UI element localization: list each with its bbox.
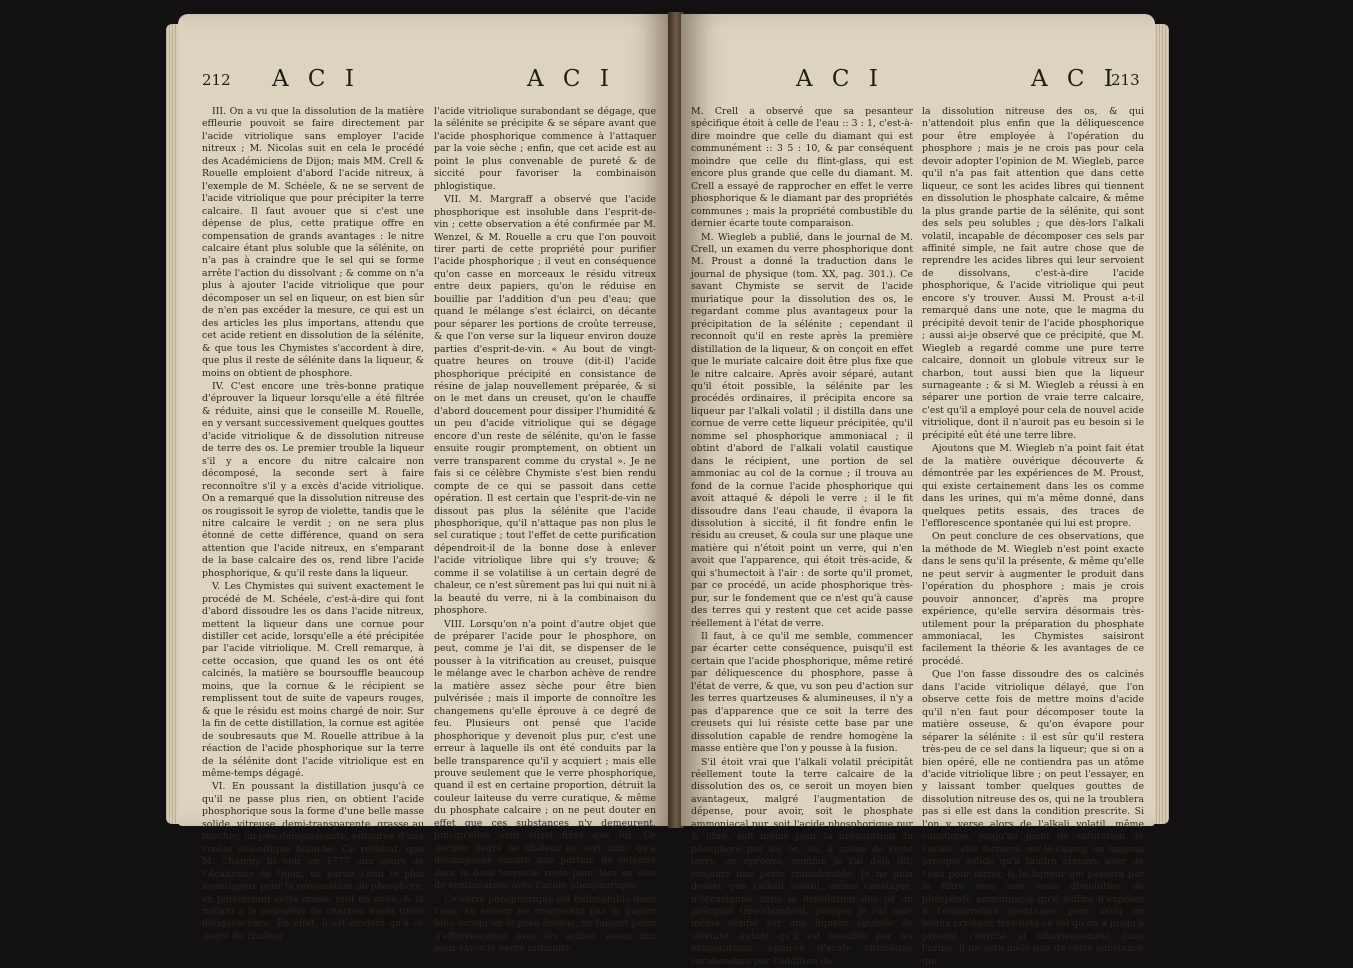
running-head: A C I xyxy=(527,66,615,92)
paragraph: Il faut, à ce qu'il me semble, commencer par écarter cette conséquence, puisqu'il est certain que l'acide phosphorique, même retiré par déliquescence du phosphore, passe à l'état de verre, & que, vu son peu d'action sur les terres quartzeuses & alumineuses, il n'y a pas d'apparence que ce soit la terre des creusets qui lui résiste cette base par une dissolution capable de rendre homogène la masse entière que l'on y pousse à la fusion. xyxy=(691,631,913,755)
paragraph: Que l'on fasse dissoudre des os calcinés dans l'acide vitriolique délayé, que l'on observe cette fois de mettre moins d'acide qu'il n'en faut pour décomposer toute la matière osseuse, & qu'on évapore pour séparer la sélénite : il est sûr qu'il restera très-peu de ce sel dans la liqueur; que si on a bien opéré, elle ne contiendra pas un atôme d'acide vitriolique libre ; on peut l'essayer, en y laissant tomber quelques gouttes de dissolution nitreuse des os, qui ne la troublera pas si elle est dans la condition prescrite. Si l'on y verse alors de l'alkali volatil, même caustique, jusqu'au point de saturation de l'acide, elle formera sur-le-champ un magma presque solide qu'il faudra étendre avec de l'eau pour filtrer, & la liqueur qui passera par le filtre sera une vraie dissolution de phosphate ammoniacal qu'il suffira d'exposer à l'évaporation spontanée, pour avoir en beaux crystaux très-nets ce sel qu'on a jusqu'à présent cherché si laborieusement dans l'urine; il ne sera mêlé que de cette substance qui xyxy=(922,669,1144,967)
running-head: A C I xyxy=(796,66,884,92)
left-page xyxy=(178,14,671,955)
text-column-2 xyxy=(922,106,1144,967)
paragraph: On peut conclure de ces observations, que la méthode de M. Wiegleb n'est point exacte dans le sens qu'il la présente, & même qu'elle ne peut servir à augmenter le produit dans l'opération du phosphore ; mais je crois pouvoir annoncer, d'après ma propre expérience, qu'elle servira désormais très-utilement pour la préparation du phosphate ammoniacal, les Chymistes saisiront facilement la théorie & les avantages de ce procédé. xyxy=(922,531,1144,667)
page-number: 212 xyxy=(202,71,231,89)
paragraph: VIII. Lorsqu'on n'a point d'autre objet que de préparer l'acide pour le phosphore, on peut, comme je l'ai dit, se dispenser de le pousser à la vitrification au creuset, puisque le mélange avec le charbon achève de rendre la matière assez sèche pour être bien pulvérisée ; mais il importe de connoître les changemens qu'elle éprouve à ce degré de feu. Plusieurs ont pensé que l'acide phosphorique y devenoit plus pur, c'est une erreur à laquelle ils ont été conduits par la belle transparence qu'il y acquiert ; mais elle prouve seulement que le verre phosphorique, quand il est en certaine proportion, détruit la couleur laiteuse du verre curatique, & même du phosphate calcaire ; on ne peut douter en effet que ces substances n'y demeurent, puisqu'elles sont aussi fixes que lui. Ce dernier degré de chaleur ne sert donc qu'à décomposer encore une portion de sélénite dont la base terreuse reste pour lors en état de combinaison avec l'acide phosphorique. xyxy=(434,618,656,892)
text-column-1 xyxy=(202,106,424,942)
paragraph: S'il étoit vrai que l'alkali volatil précipitât réellement toute la terre calcaire de la dissolution des os, ce seroit un moyen bien avantageux, malgré l'augmentation de dépense, pour avoir, soit le phosphate ammoniacal pur, soit l'acide phosphorique pur & libre, soit même pour la préparation du phosphore par les os, où, à cause de cette terre, on éprouve, comme je l'ai déjà dit, toujours une perte considérable. Je ne puis douter que l'alkali volatil, même caustique, n'occasionne dans la dissolution des os un précipité très-abondant, puisque je l'ai moi-même vérifié sur une liqueur épuisée de sélénite, autant qu'il est possible par les évaporations, épuisée d'acide vitriolique surabondant par l'addition de xyxy=(691,756,913,967)
page-edges-right xyxy=(1153,24,1169,824)
paragraph: la dissolution nitreuse des os, & qui n'attendoit plus enfin que la déliquescence pour être employée à l'opération du phosphore ; mais je ne crois pas pour cela devoir adopter l'opinion de M. Wiegleb, parce qu'il n'a pas fait attention que dans cette liqueur, ce sont les acides libres qui tiennent en dissolution le phosphate calcaire, & même la plus grande partie de la sélénite, qui sont des sels peu solubles ; que dès-lors l'alkali volatil, incapable de décomposer ces sels par affinité simple, ne fait autre chose que de reprendre les acides libres qui leur servoient de dissolvans, c'est-à-dire l'acide phosphorique, & l'acide vitriolique qui peut encore s'y trouver. Aussi M. Proust a-t-il remarqué dans une note, que le magma du précipité devoit tenir de l'acide phosphorique ; aussi ai-je observé que ce précipité, que M. Wiegleb a regardé comme une pure terre calcaire, donnoit un globule vitreux sur le charbon, tout aussi bien que la liqueur surnageante ; & si M. Wiegleb a réussi à en séparer une portion de vraie terre calcaire, c'est qu'il a employé pour cela de nouvel acide vitriolique, dont il n'auroit pas eu besoin si le précipité eût été une terre libre. xyxy=(922,106,1144,441)
paragraph: VII. M. Margraff a observé que l'acide phosphorique est insoluble dans l'esprit-de-vin ; cette observation a été confirmée par M. Wenzel, & M. Rouelle a cru que l'on pouvoit tirer parti de cette propriété pour purifier l'acide phosphorique ; il veut en conséquence qu'on casse en morceaux le résidu vitreux entre deux papiers, qu'on le réduise en bouillie par l'addition d'un peu d'eau; que quand le mélange s'est éclairci, on décante pour séparer les portions de croûte terreuse, & que l'on verse sur la liqueur environ douze parties d'esprit-de-vin. « Au bout de vingt-quatre heures on trouve (dit-il) l'acide phosphorique précipité en consistance de résine de jalap nouvellement préparée, & si on le met dans un creuset, qu'on le chauffe d'abord doucement pour dissiper l'humidité & un peu d'acide vitriolique qui se dégage encore d'un reste de sélénite, qu'on le fasse ensuite rougir promptement, on obtient un verre transparent comme du crystal ». Je ne fais si ce célèbre Chymiste s'est bien rendu compte de ce qui se passoit dans cette opération. Il est certain que l'esprit-de-vin ne dissout pas plus la sélénite que l'acide phosphorique, qu'il n'attaque pas non plus le sel curatique ; tout l'effet de cette purification dépendroit-il de la bonne dose à enlever l'acide vitriolique libre qui s'y trouve; & comme il se volatilise à un certain degré de chaleur, ce n'est sûrement pas lui qui nuit ni à la beauté du verre, ni à la combinaison du phosphore. xyxy=(434,194,656,617)
left-page-header xyxy=(202,66,652,96)
right-page xyxy=(681,14,1155,967)
paragraph: V. Les Chymistes qui suivent exactement le procédé de M. Schéele, c'est-à-dire qui font d'abord dissoudre les os dans l'acide nitreux, mettent la liqueur dans une cornue pour distiller cet acide, lorsqu'elle a été précipitée par l'acide vitriolique. M. Crell remarque, à cette occasion, que quand les os ont été calcinés, la matière se boursouffle beaucoup moins, que la cornue & le récipient se remplissent tout de suite de vapeurs rouges, & que le résidu est moins chargé de noir. Sur la fin de cette distillation, la cornue est agitée de soubresauts que M. Rouelle attribue à la réaction de l'acide phosphorique sur la terre de la sélénite dont l'acide vitriolique est en même-temps dégagé. xyxy=(202,581,424,780)
paragraph: M. Crell a observé que sa pesanteur spécifique étoit à celle de l'eau :: 3 : 1, c'est-à-dire moindre que celle du diamant qui est communément :: 3 5 : 10, & par conséquent moindre que celle du flint-glass, qui est encore plus grande que celle du diamant. M. Crell a essayé de rapprocher en effet le verre phosphorique & le diamant par des propriétés communes ; mais la propriété combustible du dernier écarte toute comparaison. xyxy=(691,106,913,230)
paragraph: VI. En poussant la distillation jusqu'à ce qu'il ne passe plus rien, on obtient l'acide phosphorique sous la forme d'une belle masse solide, vitreuse, demi-transparente, grasse au toucher, un peu déliquescente, entourée d'une croûte sélénitique blanche. Ce résultat, que M. Champy fit voir en 1777 aux cours de l'Académie de Dijon, ne paroît l'état le plus avantageux pour la préparation du phosphore, en pulvérisant cette masse tout de suite, & la mêlant à la poussière de charbon avant toute déliquescence. En effet, il est évident qu'à ce degré de chaleur xyxy=(202,781,424,942)
paragraph: III. On a vu que la dissolution de la matière effleurie pouvoit se faire directement par l'acide vitriolique sans employer l'acide nitreux ; M. Nicolas suit en cela le procédé des Académiciens de Dijon; mais MM. Crell & Rouelle emploient d'abord l'acide nitreux, à l'exemple de M. Schéele, & ne se servent de l'acide vitriolique que pour précipiter la terre calcaire. Il faut avouer que si c'est une dépense de plus, cette pratique offre en compensation de grands avantages : le nitre calcaire étant plus soluble que la sélénite, on n'a pas à craindre que le sel qui se forme arrête l'action du dissolvant ; & comme on n'a plus à ajouter l'acide vitriolique que pour décomposer un sel en liqueur, on est bien sûr de n'en pas excéder la mesure, ce qui est un des articles les plus importans, attendu que cet acide retient en dissolution de la sélénite, & que tous les Chymistes s'accordent à dire, que plus il reste de sélénite dans la liqueur, & moins on obtient de phosphore. xyxy=(202,106,424,379)
paragraph: Ajoutons que M. Wiegleb n'a point fait état de la matière ouvérique découverte & démontrée par les expériences de M. Proust, qui existe certainement dans les os comme dans les urines, qui m'a même donné, dans quelques petits essais, des traces de l'efflorescence spontanée qui lui est propre. xyxy=(922,443,1144,529)
right-page-header xyxy=(691,66,1141,96)
text-column-1 xyxy=(691,106,913,967)
text-column-2 xyxy=(434,106,656,955)
paragraph: Ce verre phosphorique est indissoluble dans l'eau, sa saveur ne rougissant pas le papier bleu lorsqu'on le pose dessus, ne faisant point d'effervescence avec les acides, assez dur pour rayer le verre ordinaire. xyxy=(434,893,656,955)
paragraph: l'acide vitriolique surabondant se dégage, que la sélénite se précipite & se sépare avant que l'acide phosphorique commence à l'attaquer par la voie sèche ; enfin, que cet acide est au point le plus convenable de pureté & de siccité pour favoriser la combinaison phlogistique. xyxy=(434,106,656,192)
running-head: A C I xyxy=(272,66,360,92)
running-head: A C I xyxy=(1031,66,1119,92)
page-number: 213 xyxy=(1111,71,1140,89)
paragraph: M. Wiegleb a publié, dans le journal de M. Crell, un examen du verre phosphorique dont M. Proust a donné la traduction dans le journal de physique (tom. XX, pag. 301.). Ce savant Chymiste se servit de l'acide muriatique pour la dissolution des os, le regardant comme plus avantageux pour la précipitation de la sélénite ; cependant il reconnoît qu'il en reste après la première distillation de la liqueur, & on conçoit en effet que le muriate calcaire doit être plus fixe que le nitre calcaire. Après avoir séparé, autant qu'il étoit possible, la sélénite par les procédés ordinaires, il précipita encore sa liqueur par l'alkali volatil ; il distilla dans une cornue de verre cette liqueur précipitée, qu'il nomme sel phosphorique ammoniacal ; il obtint d'abord de l'alkali volatil caustique dans le récipient, une portion de sel ammoniac au col de la cornue ; il trouva au fond de la cornue l'acide phosphorique qui avoit attaqué & dépoli le verre ; il le fit dissoudre dans l'eau chaude, il évapora la dissolution à siccité, il fit fondre enfin le résidu au creuset, & coula sur une plaque une matière qui n'étoit point un verre, qui n'en avoit que l'apparence, qui étoit très-acide, & qui s'humectoit à l'air : de sorte qu'il promet, par ce procédé, un acide phosphorique très-pur, sur le fondement que ce n'est qu'à cause des terres qui y restent que cet acide passe réellement à l'état de verre. xyxy=(691,231,913,629)
paragraph: IV. C'est encore une très-bonne pratique d'éprouver la liqueur lorsqu'elle a été filtrée & réduite, ainsi que le conseille M. Rouelle, en y versant successivement quelques gouttes d'acide vitriolique & de dissolution nitreuse de terre des os. Le premier trouble la liqueur s'il y a encore du nitre calcaire non décomposé, la seconde sert à faire reconnoître s'il y a excès d'acide vitriolique. On a remarqué que la dissolution nitreuse des os rougissoit le syrop de violette, tandis que le nitre calcaire le verdit ; on ne sera plus étonné de cette différence, quand on sera attention que l'acide nitreux, en s'emparant de la base calcaire des os, rend libre l'acide phosphorique, & qu'il reste dans la liqueur. xyxy=(202,380,424,579)
